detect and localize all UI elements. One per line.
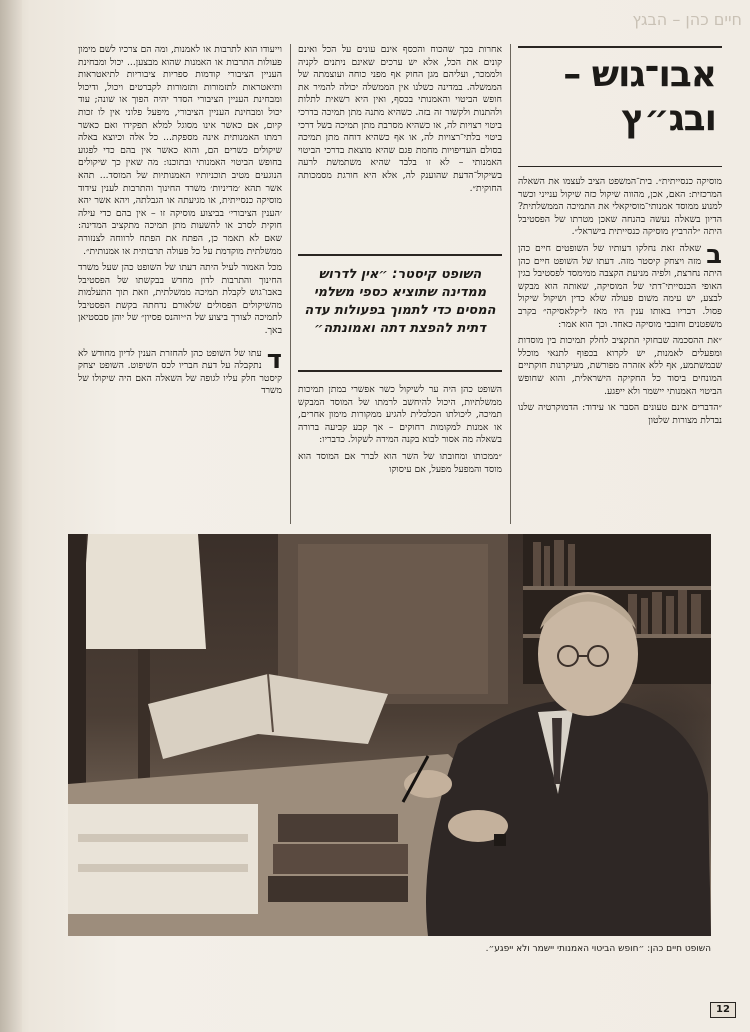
article-column-middle-bottom [298, 384, 502, 524]
article-column-right [518, 176, 722, 526]
pull-quote: השופט קיסטר: ״אין לדרוש ממדינה שתוציא כספי משלמי המסים כדי לתמוך בפעולות עדה דתית להפצת דתה ואמונתה״ [304, 267, 496, 336]
paragraph: וייעודו הוא לתרבות או לאמנות, ומה הם צרכיו לשם מימון פעולות התרבות או האמנות שהוא מבצען... יכול ומבחינת העניין הציבורי קודמות ספריות ציבוריות לתיאטראות ותיאטראות לתזמורות ותזמורות לקברטים ויכול, ודיכול ומבחינת העניין הציבורי הסדר יהיה הפוך או שונה; עוד יכול ומבחינת העניין הציבורי, מיפעל פלוני אין לו זכות קיום, אם כאשר אינו מסוגל למלא תפקידו ואם כאשר רמתו האמנותית אינה מספקת... כל אלה וכיוצא באלה שיקולים כשרים הם, והוא כאשר אין בהם כדי לפגוע בחופש הביטוי האמנותי ובתוכנו: מה שאין כך שיקולים הנוגעים מטיב תוכניותיו האמנותיות של המוסד... תהא אשר תהא ׳מדיניות׳ משרד החינוך והתרבות לענין עידוד מוסיקה כנסייתית, או מגיעתה או הגבלתה, ויהא אשר יהא ׳הענין הציבורי׳ בביצוע מוסיקה זו – אין בהם כדי עילה חוקית לסרב או להשעות מתן תמיכה מתקציב המדינה: שאם לא תאמר כן, הפתח את הפתח לרווחה לצנזורה ממשלתית מוקדמת על כל פעולה תרבותית או אמנותית״. [78, 44, 282, 257]
bleed-through-text: חיים כהן – הבגץ [632, 10, 742, 29]
paragraph: ב שאלה זאת נחלקו דעותיו של השופטים חיים כהן מזה ויצחק קיסטר מזה. דעתו של השופט חיים כהן היתה נחרצת, ולפיה מניעת הקצבה ממימסד לפסטיבל בגין האופי הכנסייתי־דתי של המוסיקה, שאותה הוא מבקש לבצע, יש עימה משום פעולה שלא כדין ושיקול שיקול פסול. דבריו באותו ענין היו מאז ל״קלאסיקה״ בקרב משפטנים וחובבי מוסיקה כאחד. וכך הוא אמר: [518, 239, 722, 330]
article-column-left [78, 44, 282, 524]
headline [518, 53, 716, 141]
drop-cap: ד [266, 344, 282, 375]
paragraph: ״את ההסכמה שבחוקי התקציב לחלק תמיכות בין מוסדות ומפעלים לאמנות, יש לקרוא בכפוף לתנאי מוכלל שבמשתמע, אף ללא אזהרה מפורשת, מעיקרנות חוקתיים המונחים ביסוד כל החקיקה הישראלית, והוא שחופש הביטוי האמנותי יישמר ולא ייפגע. [518, 335, 722, 397]
headline-line-2: ובג״ץ [621, 98, 716, 139]
pullquote-bottom-rule [298, 370, 502, 372]
headline-line-1: אבו־גוש – [563, 54, 716, 95]
column-divider [290, 44, 291, 524]
photo-caption: השופט חיים כהן: ״חופש הביטוי האמנותי יישמר ולא ייפגע״. [485, 944, 711, 954]
paragraph: אחרות בכך שהכוח והכסף אינם עונים על הכל ואינם קונים את הכל, אלא יש ערכים שאינם ניתנים לקניה ולממכר, ועליהם מגן החוק אף מפני כוחה ועוצמתה של הממשלה. במדינה כשלנו אין הממשלה יכולה להמיר את חופש הביטוי והאמנותי בכסף, ואין היא רשאית לתלות ולהתנות ולקשור זה בזה. כשהיא מתנה מתן תמיכה בדרכי ביטוי רצויות לה, או כשהיא מסרבת מתן תמיכה בשל דרכי ביטוי בלתי־רצויות לה, או אף כשהיא דוחה מתן תמיכה בסולם העדיפויות מחמת פגם שהיא מוצאת בדרכי הביטוי האמנותי – לא זו בלבד שהיא משתמשת לרעה בשיקול־הדעת שהוענק לה, אלא היא חורגת מסמכותה החוקית״. [298, 44, 502, 194]
paragraph: ד עתו של השופט כהן להחזרת הענין לדיון מחודש לא נתקבלה על דעת חבריו לכס השיפוט. השופט יצחק קיסטר חלק עליו לגופה של השאלה האם היה שיקולו של משרד [78, 344, 282, 397]
drop-cap: ב [706, 239, 722, 270]
photo-illustration [68, 534, 711, 936]
paragraph: ״הדברים אינם טעונים הסבר או עידוד: הדמוקרטיה שלנו נבדלת מצורות שלטון [518, 402, 722, 426]
headline-box [518, 47, 722, 165]
photo-judge-at-desk [68, 534, 711, 936]
paragraph: מכל האמור לעיל היתה דעתו של השופט כהן שעל משרד החינוך והתרבות לדון מחדש בבקשתו של הפסטיבל באבו־גוש לקבלת תמיכה ממשלתית, וזאת תוך התעלמות מהשיקולים הפסולים שלאורם נדחתה בקשת הפסטיבל לתמיכה לצורך ביצוע של ה״יוהנס פסיון״ של יוהן סבסטיאן באך. [78, 262, 282, 337]
article-column-middle-top [298, 44, 502, 248]
paragraph: השופט כהן היה ער לשיקול כשר אפשרי במתן תמיכות ממשלתיות, היכול להיחשב לרמתו של המוסד המבקש תמיכה, ליכולתו הכלכלית להגיע ממקורות מימון אחרים, או אמנות למקומות רחוקים – אך קבע קביעה ברורה בשאלה מה אסור לבוא בקנה המידה לשקול. כדבריו: [298, 384, 502, 446]
paragraph: ״ממכותו ומחובתו של השר הוא לברר אם המוסד הוא מוסד והמפעל מפעל, אם עיסוקו [298, 450, 502, 475]
paragraph: מוסיקה כנסייתית״. בית־המשפט הציב לעצמו את השאלה המרכזית: האם, אכן, מהווה שיקול כזה שיקול ענייני וכשר למנוע ממוסד אמנותי־מוסיקאלי את התמיכה הממשלתית? הדיון בשאלה נעשה בהנחה שאכן מטרתו של הפסטיבל היתה ״להרביץ מוסיקה כנסייתית בישראל״. [518, 176, 722, 238]
headline-bottom-rule [518, 166, 722, 167]
page-number: 12 [710, 1002, 736, 1018]
page-binding-shadow [0, 0, 22, 1032]
column-divider [510, 44, 511, 524]
